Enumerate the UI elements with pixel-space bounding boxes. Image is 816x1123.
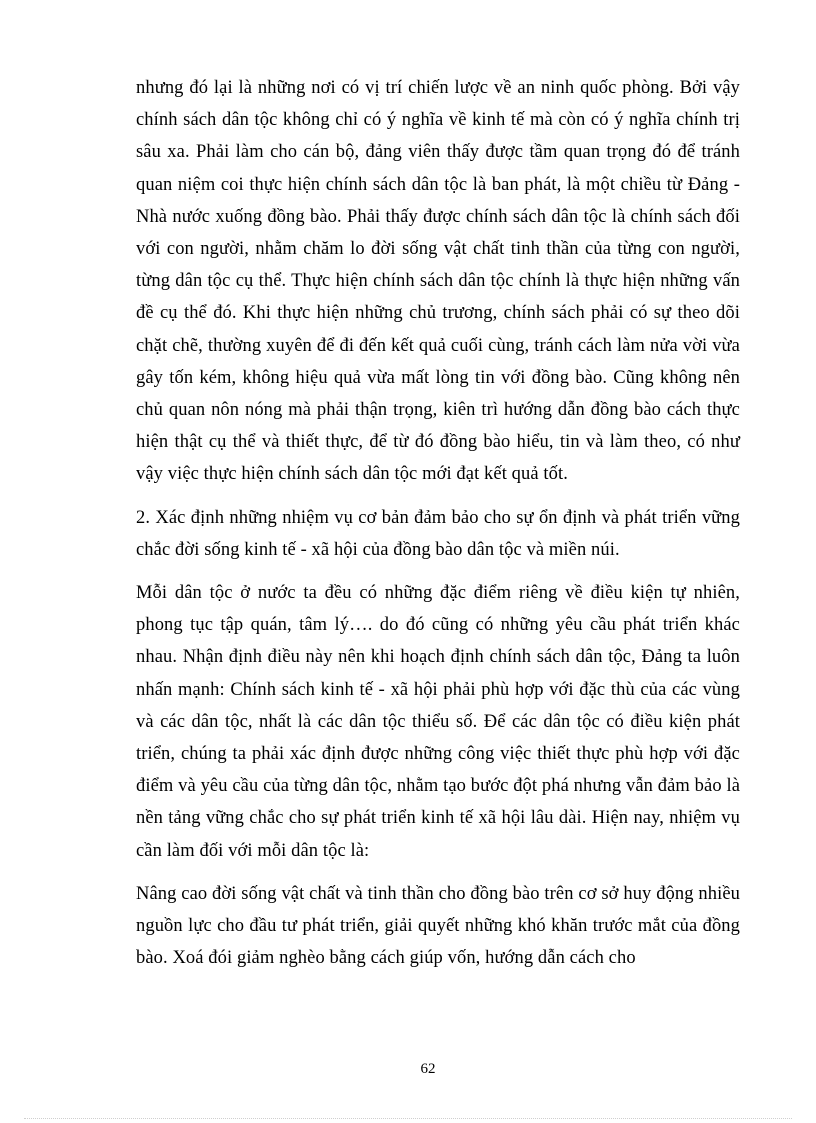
paragraph-ethnic-characteristics: Mỗi dân tộc ở nước ta đều có những đặc điểm riêng về điều kiện tự nhiên, phong tục tập quán, tâm lý…. do đó cũng có những yêu cầu phát triển khác nhau. Nhận định điều này nên khi hoạch định chính sách dân tộc, Đảng ta luôn nhấn mạnh: Chính sách kinh tế - xã hội phải phù hợp với đặc thù của các vùng và các dân tộc, nhất là các dân tộc thiểu số. Để các dân tộc có điều kiện phát triển, chúng ta phải xác định được những công việc thiết thực phù hợp với đặc điểm và yêu cầu của từng dân tộc, nhằm tạo bước đột phá nhưng vẫn đảm bảo là nền tảng vững chắc cho sự phát triển kinh tế xã hội lâu dài. Hiện nay, nhiệm vụ cần làm đối với mỗi dân tộc là:	[136, 583, 740, 861]
paragraph-ethnic-policy-significance: nhưng đó lại là những nơi có vị trí chiến lược về an ninh quốc phòng. Bởi vậy chính sách dân tộc không chỉ có ý nghĩa về kinh tế mà còn có ý nghĩa chính trị sâu xa. Phải làm cho cán bộ, đảng viên thấy được tầm quan trọng đó để tránh quan niệm coi thực hiện chính sách dân tộc là ban phát, là một chiều từ Đảng - Nhà nước xuống đồng bào. Phải thấy được chính sách dân tộc là chính sách đối với con người, nhằm chăm lo đời sống vật chất tinh thần của từng con người, từng dân tộc cụ thể. Thực hiện chính sách dân tộc chính là thực hiện những vấn đề cụ thể đó. Khi thực hiện những chủ trương, chính sách phải có sự theo dõi chặt chẽ, thường xuyên để đi đến kết quả cuối cùng, tránh cách làm nửa vời vừa gây tốn kém, không hiệu quả vừa mất lòng tin với đồng bào. Cũng không nên chủ quan nôn nóng mà phải thận trọng, kiên trì hướng dẫn đồng bào cách thực hiện thật cụ thể và thiết thực, để từ đó đồng bào hiểu, tin và làm theo, có như vậy việc thực hiện chính sách dân tộc mới đạt kết quả tốt.	[136, 78, 740, 485]
page-edge-divider	[24, 1118, 792, 1119]
paragraph-improve-living-standards: Nâng cao đời sống vật chất và tinh thần cho đồng bào trên cơ sở huy động nhiều nguồn lực cho đầu tư phát triển, giải quyết những khó khăn trước mắt của đồng bào. Xoá đói giảm nghèo bằng cách giúp vốn, hướng dẫn cách cho	[136, 883, 740, 969]
section-heading-basic-tasks: 2. Xác định những nhiệm vụ cơ bản đảm bảo cho sự ổn định và phát triển vững chắc đời sống kinh tế - xã hội của đồng bào dân tộc và miền núi.	[136, 507, 740, 560]
body-text	[136, 72, 740, 974]
page-number: 62	[420, 1061, 436, 1077]
